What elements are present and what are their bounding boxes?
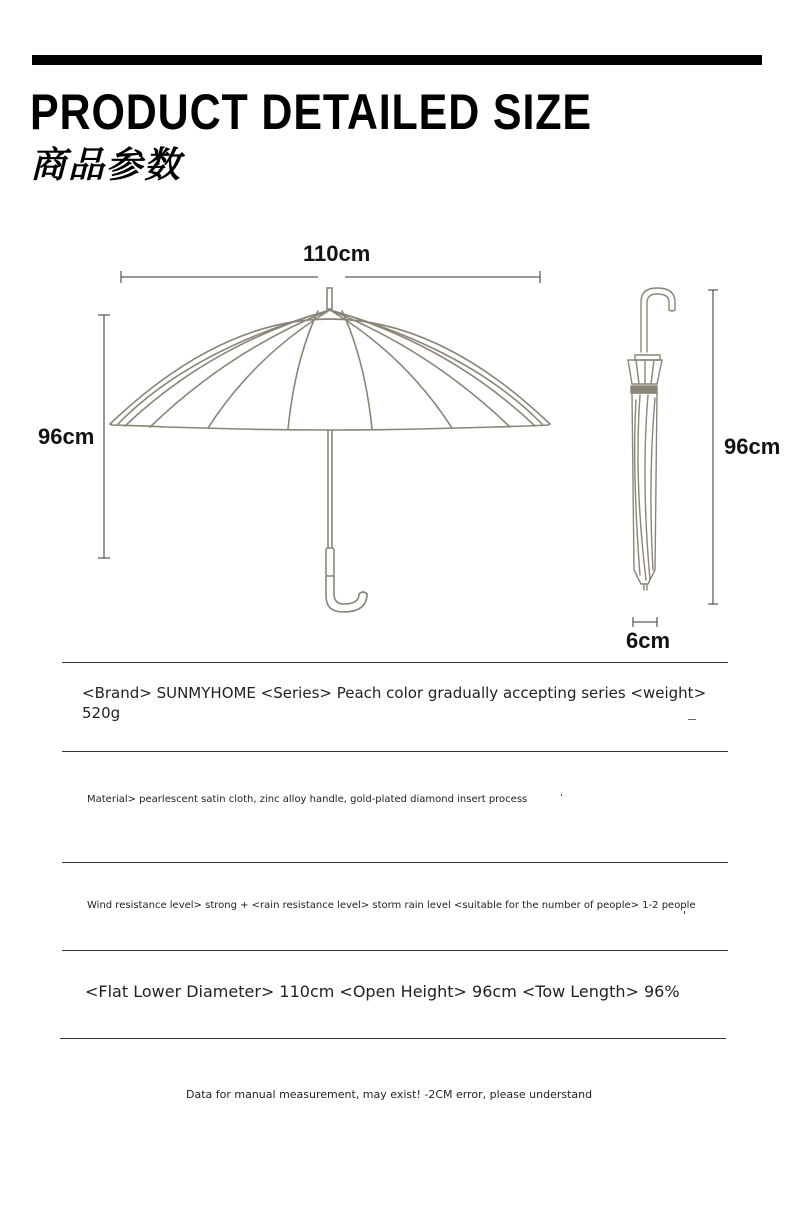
table-divider [62, 862, 728, 863]
spec-row-brand-line1: <Brand> SUNMYHOME <Series> Peach color gradually accepting series <weight> [82, 684, 707, 702]
table-divider [60, 1038, 726, 1039]
closed-umbrella-icon [628, 288, 675, 590]
spec-row-dimensions: <Flat Lower Diameter> 110cm <Open Height> 96cm <Tow Length> 96% [85, 982, 680, 1001]
table-divider [62, 662, 728, 663]
open-width-label: 110cm [303, 241, 371, 266]
decorative-dash [688, 719, 696, 720]
open-height-dimension-line [98, 315, 110, 558]
spec-row-brand-line2: 520g [82, 704, 121, 722]
measurement-note: Data for manual measurement, may exist! -2CM error, please understand [186, 1088, 593, 1101]
table-divider [62, 950, 728, 951]
closed-height-label: 96cm [724, 434, 781, 459]
open-height-label: 96cm [38, 424, 95, 449]
closed-height-dimension-line [708, 290, 718, 604]
open-umbrella-icon [110, 288, 550, 612]
table-divider [62, 751, 728, 752]
spec-row-material: Material> pearlescent satin cloth, zinc alloy handle, gold-plated diamond insert process [87, 794, 528, 805]
decorative-dot [561, 794, 562, 796]
decorative-dot [684, 911, 685, 914]
spec-row-resistance: Wind resistance level> strong + <rain resistance level> storm rain level <suitable for the number of people> 1-2 people [87, 900, 696, 911]
closed-width-dimension-line [633, 617, 657, 627]
spec-row-brand [82, 683, 706, 723]
page-title: PRODUCT DETAILED SIZE [30, 84, 592, 140]
open-width-dimension-line [121, 271, 540, 283]
closed-width-label: 6cm [626, 628, 671, 653]
page-subtitle: 商品参数 [30, 145, 183, 186]
